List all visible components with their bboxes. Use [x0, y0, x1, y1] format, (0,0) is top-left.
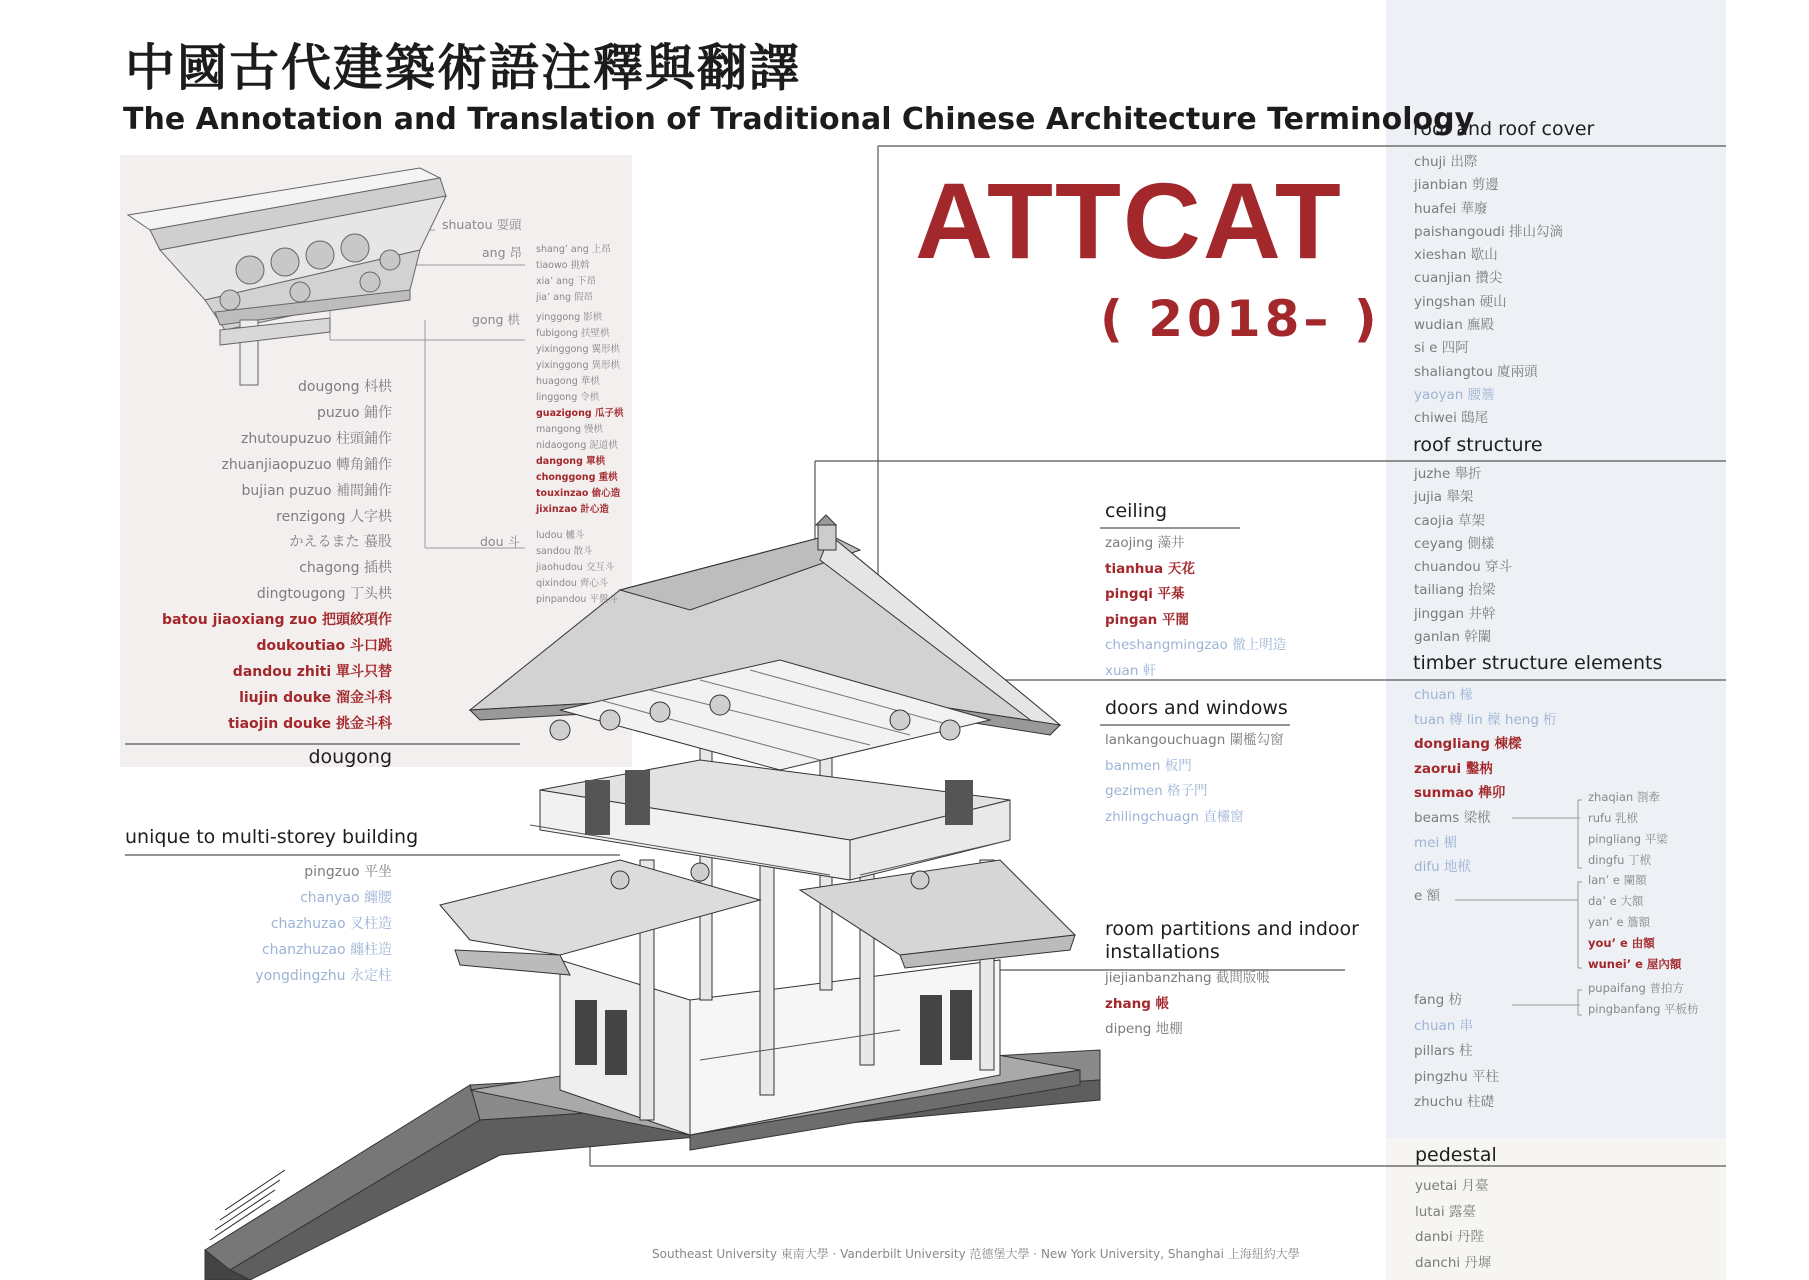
list-item: difu 地栿: [1414, 859, 1471, 876]
list-item: tiaowo 挑斡: [536, 260, 590, 271]
list-item: yixinggong 異形栱: [536, 360, 620, 371]
list-item: fang 枋: [1414, 992, 1462, 1008]
list-item: zhutoupuzuo 柱頭鋪作: [240, 430, 392, 447]
dougong-heading: dougong: [308, 746, 392, 768]
list-item: fubigong 扶壁栱: [536, 328, 610, 339]
e-sub-list: [1588, 870, 1681, 975]
roof-structure-list: [1414, 463, 1512, 649]
list-item: pingzhu 平柱: [1414, 1068, 1499, 1085]
list-item: yixinggong 翼形栱: [536, 344, 620, 355]
dougong-main-list: [162, 375, 392, 738]
list-item: chuan 椽: [1414, 687, 1474, 703]
list-item: zhaqian 劄牽: [1588, 790, 1660, 804]
list-item: dipeng 地棚: [1105, 1021, 1183, 1037]
attcat-logo: ATTCAT: [915, 160, 1343, 281]
list-item: mei 楣: [1414, 834, 1457, 851]
list-item: sunmao 榫卯: [1414, 785, 1506, 802]
title-english: The Annotation and Translation of Traditional Chinese Architecture Terminology: [123, 102, 1475, 137]
years-label: ( 2018– ): [1100, 290, 1381, 348]
list-item: dangong 單栱: [536, 456, 606, 467]
list-item: you’ e 由額: [1588, 936, 1655, 950]
list-item: banmen 板門: [1105, 757, 1192, 774]
list-item: chuandou 穿斗: [1414, 559, 1513, 576]
list-item: ganlan 幹闌: [1414, 629, 1492, 646]
fang-sub-list: [1588, 978, 1699, 1020]
list-item: gezimen 格子門: [1105, 783, 1208, 799]
partitions-list: [1105, 966, 1270, 1043]
roof-structure-heading: roof structure: [1413, 434, 1543, 456]
label-ang: ang 昂: [482, 245, 522, 260]
list-item: danbi 丹陛: [1415, 1229, 1485, 1245]
list-item: lankangouchuagn 闌檻勾窗: [1105, 732, 1284, 748]
list-item: wudian 廡殿: [1414, 317, 1495, 334]
list-item: かえるまた 蟇股: [289, 534, 392, 551]
list-item: jianbian 剪邊: [1414, 177, 1499, 194]
list-item: pingbanfang 平板枋: [1588, 1002, 1699, 1016]
list-item: pingliang 平梁: [1588, 832, 1668, 846]
list-item: yongdingzhu 永定柱: [255, 967, 392, 984]
list-item: tiaojin douke 挑金斗科: [228, 715, 392, 732]
list-item: chanzhuzao 纏柱造: [261, 941, 392, 958]
ceiling-heading: ceiling: [1105, 500, 1168, 522]
list-item: zaojing 藻井: [1105, 535, 1185, 551]
label-gong: gong 栱: [472, 312, 520, 327]
list-item: beams 梁栿: [1414, 809, 1491, 826]
list-item: rufu 乳栿: [1588, 811, 1639, 825]
dou-list: [536, 528, 618, 608]
multistorey-heading: unique to multi-storey building: [125, 826, 419, 848]
roof-cover-heading: roof and roof cover: [1413, 118, 1595, 140]
list-item: dougong 枓栱: [298, 379, 392, 395]
list-item: doukoutiao 斗口跳: [256, 638, 392, 655]
dougong-sketch: [128, 168, 446, 385]
roof-cover-list: [1414, 151, 1563, 431]
title-chinese: 中國古代建築術語注釋與翻譯: [125, 39, 801, 97]
list-item: pillars 柱: [1414, 1043, 1473, 1059]
list-item: chonggong 重栱: [536, 472, 618, 483]
list-item: wunei’ e 屋內額: [1588, 957, 1682, 971]
list-item: pinpandou 平盤斗: [536, 594, 618, 605]
list-item: lan’ e 闌額: [1588, 873, 1647, 887]
list-item: dingtougong 丁头栱: [256, 586, 392, 603]
list-item: batou jiaoxiang zuo 把頭絞項作: [161, 612, 392, 629]
e-label: e 額: [1414, 888, 1441, 904]
timber-list-2: [1414, 988, 1499, 1116]
list-item: dingfu 丁栿: [1588, 853, 1652, 867]
list-item: huagong 華栱: [536, 376, 600, 387]
list-item: xieshan 歇山: [1414, 247, 1498, 264]
list-item: bujian puzuo 補間鋪作: [241, 482, 392, 499]
list-item: yaoyan 腰簷: [1414, 386, 1495, 403]
ang-list: [536, 242, 611, 306]
list-item: qixindou 齊心斗: [536, 578, 609, 589]
doors-heading: doors and windows: [1105, 697, 1288, 719]
list-item: ludou 櫨斗: [536, 530, 585, 541]
list-item: chuji 出際: [1414, 154, 1478, 170]
list-item: jiejianbanzhang 截間版帳: [1105, 970, 1270, 986]
doors-list: [1105, 728, 1284, 830]
list-item: zaorui 鑿枘: [1414, 760, 1493, 777]
list-item: jixinzao 計心造: [536, 504, 609, 515]
list-item: zhang 帳: [1105, 995, 1170, 1012]
list-item: mangong 慢栱: [536, 424, 604, 435]
list-item: xuan 軒: [1105, 662, 1157, 679]
list-item: yinggong 影栱: [536, 312, 603, 323]
list-item: jinggan 井幹: [1414, 605, 1496, 622]
list-item: pupaifang 普拍方: [1588, 981, 1684, 995]
list-item: zhuanjiaopuzuo 轉角鋪作: [221, 456, 392, 473]
partitions-heading-1: room partitions and indoor: [1105, 918, 1359, 940]
list-item: pingqi 平棊: [1105, 586, 1185, 602]
list-item: dandou zhiti 單斗只替: [232, 663, 392, 680]
multistorey-list: [255, 860, 392, 990]
list-item: paishangoudi 排山勾滴: [1414, 223, 1564, 240]
list-item: cheshangmingzao 徹上明造: [1105, 637, 1287, 653]
timber-list: [1414, 683, 1557, 880]
list-item: nidaogong 泥道栱: [536, 440, 618, 451]
list-item: renzigong 人字栱: [276, 508, 392, 525]
ceiling-list: [1105, 531, 1286, 684]
partitions-heading-2: installations: [1105, 941, 1220, 963]
list-item: tianhua 天花: [1105, 560, 1195, 577]
list-item: jiaohudou 交互斗: [536, 562, 615, 573]
list-item: tuan 槫 lin 檁 heng 桁: [1414, 711, 1557, 728]
list-item: pingan 平闇: [1105, 611, 1189, 628]
list-item: zhilingchuagn 直欞窗: [1105, 808, 1244, 825]
list-item: chagong 插栱: [299, 560, 392, 577]
list-item: touxinzao 偷心造: [536, 488, 621, 499]
timber-heading: timber structure elements: [1413, 652, 1663, 674]
label-shuatou: shuatou 耍頭: [442, 217, 522, 232]
label-dou: dou 斗: [480, 534, 520, 549]
list-item: guazigong 瓜子栱: [536, 408, 624, 419]
footer-credits: Southeast University 東南大學 · Vanderbilt University 范德堡大學 · New York University, Shanghai 上海紐約大學: [652, 1247, 1300, 1261]
list-item: chanyao 纏腰: [300, 889, 392, 906]
pedestal-heading: pedestal: [1415, 1144, 1497, 1166]
pedestal-list: [1415, 1174, 1491, 1276]
list-item: cuanjian 攢尖: [1414, 270, 1503, 287]
list-item: danchi 丹墀: [1415, 1254, 1492, 1271]
list-item: yuetai 月臺: [1415, 1178, 1489, 1194]
list-item: yingshan 硬山: [1414, 293, 1507, 310]
gong-list: [536, 310, 623, 518]
list-item: sandou 散斗: [536, 546, 593, 557]
list-item: liujin douke 溜金斗科: [239, 689, 392, 706]
list-item: shang’ ang 上昂: [536, 244, 611, 255]
list-item: zhuchu 柱礎: [1414, 1094, 1495, 1110]
list-item: yan’ e 簷額: [1588, 915, 1651, 929]
list-item: huafei 華廢: [1414, 200, 1488, 217]
list-item: dongliang 棟樑: [1414, 736, 1522, 753]
list-item: jia’ ang 假昂: [536, 292, 594, 303]
list-item: shaliangtou 廈兩頭: [1414, 363, 1538, 380]
list-item: pingzuo 平坐: [304, 864, 392, 880]
list-item: si e 四阿: [1414, 340, 1469, 357]
list-item: ceyang 側樣: [1414, 535, 1495, 552]
list-item: linggong 令栱: [536, 392, 600, 403]
list-item: jujia 舉架: [1414, 489, 1474, 506]
list-item: chazhuzao 叉柱造: [270, 915, 392, 932]
list-item: xia’ ang 下昂: [536, 276, 597, 287]
list-item: juzhe 舉折: [1414, 466, 1482, 482]
list-item: caojia 草架: [1414, 512, 1486, 529]
list-item: da’ e 大額: [1588, 894, 1644, 908]
list-item: chiwei 鴟尾: [1414, 410, 1489, 427]
list-item: puzuo 鋪作: [317, 404, 392, 421]
list-item: lutai 露臺: [1415, 1203, 1476, 1220]
beam-sub-list: [1588, 787, 1668, 871]
list-item: tailiang 抬梁: [1414, 582, 1496, 599]
list-item: chuan 串: [1414, 1017, 1474, 1034]
